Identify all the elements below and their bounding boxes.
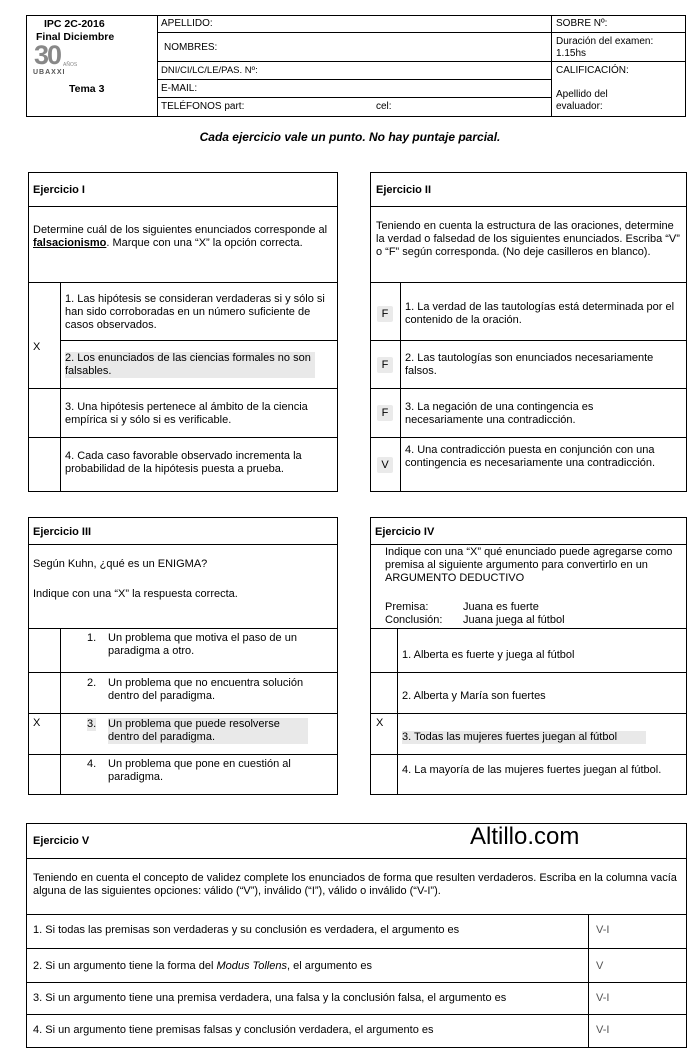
ex1-item-3[interactable]: 3. Una hipótesis pertenece al ámbito de la ciencia empírica si y sólo si es verificable. — [65, 401, 308, 426]
evaluador-label: Apellido del evaluador: — [556, 89, 608, 112]
ex2-item-4: 4. Una contradicción puesta en conjunción con una contingencia es necesariamente una contradicción. — [405, 444, 656, 469]
ex2-row-divider-0 — [370, 282, 687, 283]
ex1-prompt-a: Determine cuál de los siguientes enunciados corresponde al — [33, 224, 328, 236]
ex3-item-1[interactable]: Un problema que motiva el paso de un paradigma a otro. — [108, 632, 297, 657]
logo-brand: UBAXXI — [33, 69, 66, 76]
logo-sub: AÑOS — [63, 62, 78, 68]
dni-label: DNI/CI/LC/LE/PAS. Nº: — [161, 65, 258, 76]
ex1-row-divider-1 — [60, 340, 338, 341]
ex4-item-2[interactable]: 2. Alberta y María son fuertes — [402, 690, 546, 702]
ex2-row-divider-2 — [370, 388, 687, 389]
duracion-cell — [552, 33, 686, 62]
ex1-row-divider-3 — [28, 437, 338, 438]
ex2-item-1: 1. La verdad de las tautologías está determinada por el contenido de la oración. — [405, 301, 675, 326]
ex1-prompt — [33, 224, 333, 250]
ex4-premisa-label: Premisa: — [385, 601, 429, 613]
ex3-num-1: 1. — [87, 632, 97, 644]
ex3-answer-mark: X — [33, 717, 41, 729]
ex4-row-divider-1 — [370, 672, 687, 673]
telefonos-field[interactable] — [158, 98, 551, 117]
ex1-answer-mark: X — [33, 341, 41, 353]
ex1-item-2[interactable]: 2. Los enunciados de las ciencias formales no son falsables. — [65, 352, 315, 378]
ex5-item-1: 1. Si todas las premisas son verdaderas y su conclusión es verdadera, el argumento es — [33, 924, 460, 936]
ex5-prompt: Teniendo en cuenta el concepto de validez complete los enunciados de forma que resulten verdaderos. Escriba en la columna vacía alguna de las siguientes opciones: válido (“V”), inválido (“I”), válido o inválido (“V-I”). — [33, 872, 677, 897]
nombres-label: NOMBRES: — [164, 42, 218, 53]
ex4-conclusion: Juana juega al fútbol — [463, 614, 565, 626]
instruction-line: Cada ejercicio vale un punto. No hay puntaje parcial. — [199, 130, 501, 144]
ex4-row-divider-2 — [370, 713, 687, 714]
email-field[interactable] — [158, 80, 551, 98]
ex5-divider — [26, 858, 687, 859]
ex5-row-divider-1 — [26, 948, 687, 949]
calificacion-field[interactable] — [552, 62, 686, 117]
apellido-label: APELLIDO: — [161, 18, 213, 29]
ex3-row-divider-3 — [28, 754, 338, 755]
sobre-field[interactable] — [552, 15, 686, 33]
ex2-divider — [370, 206, 687, 207]
ex4-prompt: Indique con una “X” qué enunciado puede agregarse como premisa al siguiente argumento para convertirlo en un ARGUMENTO DEDUCTIVO — [385, 546, 673, 584]
ex3-divider — [28, 544, 338, 545]
telefonos-label: TELÉFONOS part: — [161, 101, 245, 112]
ex5-title: Ejercicio V — [33, 835, 90, 847]
ex1-row-divider-2 — [28, 388, 338, 389]
ex3-item-3[interactable]: Un problema que puede resolverse dentro del paradigma. — [108, 718, 308, 744]
ex5-row-divider-2 — [26, 982, 687, 983]
ex1-box — [28, 172, 338, 492]
ex5-answer-1[interactable]: V-I — [596, 924, 610, 936]
duracion-label: Duración del examen: 1.15hs — [556, 36, 654, 59]
ex5-item-2 — [33, 960, 372, 973]
ex3-item-4[interactable]: Un problema que pone en cuestión al paradigma. — [108, 758, 291, 783]
email-label: E-MAIL: — [161, 83, 198, 94]
ex2-title: Ejercicio II — [376, 184, 432, 196]
ex5-item-2-end: , el argumento es — [286, 960, 372, 972]
ex2-prompt: Teniendo en cuenta la estructura de las oraciones, determine la verdad o falsedad de los siguientes enunciados. Escriba “V” o “F” según corresponda. (No deje casilleros en blanco). — [376, 220, 680, 258]
ex4-divider — [370, 544, 687, 545]
ex3-prompt-1: Según Kuhn, ¿qué es un ENIGMA? — [33, 558, 208, 570]
ex1-col-divider — [60, 282, 61, 492]
ex3-row-divider-2 — [28, 713, 338, 714]
ex5-answer-4[interactable]: V-I — [596, 1024, 610, 1036]
ex3-title: Ejercicio III — [33, 526, 92, 538]
ex1-prompt-b: . Marque con una “X” la opción correcta. — [106, 237, 303, 249]
ex1-row-divider-0 — [28, 282, 338, 283]
ex4-item-1[interactable]: 1. Alberta es fuerte y juega al fútbol — [402, 649, 575, 661]
ex4-conclusion-label: Conclusión: — [385, 614, 443, 626]
ex4-answer-mark: X — [376, 717, 384, 729]
ex1-item-1[interactable]: 1. Las hipótesis se consideran verdaderas si y sólo si han sido corroboradas en un número suficiente de casos observados. — [65, 293, 325, 331]
ex3-num-2: 2. — [87, 677, 97, 689]
ex1-prompt-key: falsacionismo — [33, 237, 107, 249]
ex5-item-2-italic: Modus Tollens — [216, 960, 287, 972]
ex1-divider — [28, 206, 338, 207]
dni-field[interactable] — [158, 62, 551, 80]
ex2-answer-1[interactable]: F — [377, 306, 393, 322]
ex3-row-divider-0 — [28, 628, 338, 629]
ex1-title: Ejercicio I — [33, 184, 85, 196]
altillo-watermark: Altillo.com — [470, 823, 580, 850]
ex5-row-divider-3 — [26, 1014, 687, 1015]
calificacion-label: CALIFICACIÓN: — [556, 65, 629, 76]
ex5-item-4: 4. Si un argumento tiene premisas falsas y conclusión verdadera, el argumento es — [33, 1024, 434, 1036]
logo-number: 30 — [34, 40, 61, 70]
ex2-answer-3[interactable]: F — [377, 405, 393, 421]
ex5-item-2-text: 2. Si un argumento tiene la forma del — [33, 960, 217, 972]
apellido-field[interactable] — [158, 15, 551, 33]
ubaxxi-logo — [33, 40, 83, 79]
ex4-row-divider-3 — [370, 754, 687, 755]
ex3-col-divider — [60, 628, 61, 795]
exam-name: Final Diciembre — [36, 31, 115, 43]
ex2-answer-2[interactable]: F — [377, 357, 393, 373]
ex2-row-divider-1 — [370, 340, 687, 341]
course-code: IPC 2C-2016 — [44, 18, 105, 30]
ex3-num-3: 3. — [87, 718, 97, 730]
ex2-col-divider — [400, 282, 401, 492]
ex3-num-4: 4. — [87, 758, 97, 770]
ex4-item-4[interactable]: 4. La mayoría de las mujeres fuertes juegan al fútbol. — [402, 764, 662, 776]
ex4-col-divider — [397, 628, 398, 795]
cel-label: cel: — [376, 101, 392, 112]
ex2-item-3: 3. La negación de una contingencia es necesariamente una contradicción. — [405, 401, 594, 426]
ex2-item-2: 2. Las tautologías son enunciados necesariamente falsos. — [405, 352, 654, 377]
ex4-title: Ejercicio IV — [375, 526, 435, 538]
ex3-item-2[interactable]: Un problema que no encuentra solución dentro del paradigma. — [108, 677, 304, 702]
ex5-item-3: 3. Si un argumento tiene una premisa verdadera, una falsa y la conclusión falsa, el argumento es — [33, 992, 507, 1004]
ex3-prompt-2: Indique con una “X” la respuesta correcta. — [33, 588, 238, 600]
ex1-item-4[interactable]: 4. Cada caso favorable observado incrementa la probabilidad de la hipótesis puesta a prueba. — [65, 450, 302, 475]
ex4-premisa: Juana es fuerte — [463, 601, 539, 613]
nombres-field[interactable] — [158, 33, 551, 62]
sobre-label: SOBRE Nº: — [556, 18, 608, 29]
ex5-col-divider — [588, 914, 589, 1048]
ex3-row-divider-1 — [28, 672, 338, 673]
ex4-row-divider-0 — [370, 628, 687, 629]
ex5-answer-2[interactable]: V — [596, 960, 604, 972]
tema-label: Tema 3 — [69, 83, 105, 95]
ex2-row-divider-3 — [370, 437, 687, 438]
ex4-item-3[interactable]: 3. Todas las mujeres fuertes juegan al fútbol — [402, 731, 646, 744]
ex5-answer-3[interactable]: V-I — [596, 992, 610, 1004]
ex2-answer-4[interactable]: V — [377, 457, 393, 473]
